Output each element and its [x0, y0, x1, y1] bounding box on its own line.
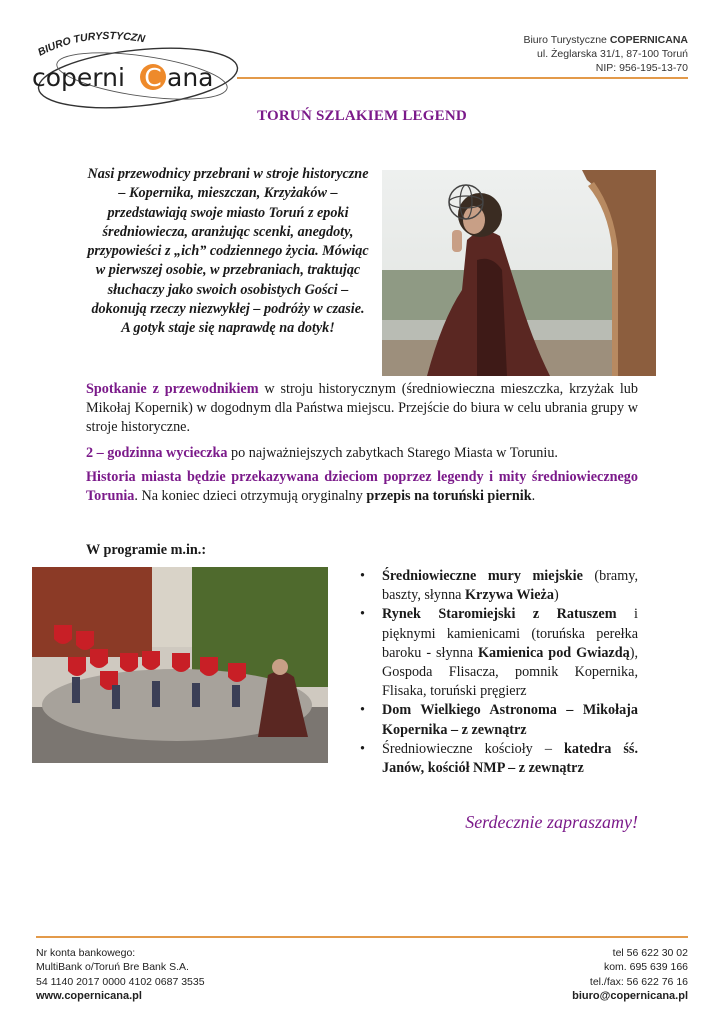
company-info — [523, 33, 688, 75]
logo-wordmark-c: C — [144, 63, 162, 92]
program-list — [360, 567, 638, 778]
header-rule — [237, 77, 688, 79]
paragraph-meeting: Spotkanie z przewodnikiem w stroju historycznym (średniowieczna mieszczka, krzyżak lub Mikołaj Kopernik) w dogodnym dla Państwa miejscu. Przejście do biura w celu ubrania grupy w stroje historyczne. — [86, 381, 638, 436]
intro-text: Nasi przewodnicy przebrani w stroje historyczne – Kopernika, mieszczan, Krzyżaków – przedstawiają swoje miasto Toruń z epoki średniowiecza, aranżując scenki, anegdoty, przypowieści z „ich” codziennego życia. Mówiąc w pierwszej osobie, w przebraniach, traktując słuchaczy jako swoich osobistych Gości – dokonują rzeczy niezwykłej – podróży w czasie. A gotyk staje się naprawdę na dotyk! — [87, 166, 369, 337]
bank-account: 54 1140 2017 0000 4102 0687 3535 — [36, 975, 205, 988]
bank-label: Nr konta bankowego: — [36, 947, 136, 959]
invitation-text: Serdecznie zapraszamy! — [465, 812, 638, 832]
company-nip: NIP: 956-195-13-70 — [595, 62, 688, 74]
group-photo — [32, 567, 328, 763]
paragraph-history: Historia miasta będzie przekazywana dzieciom poprzez legendy i mity średniowiecznego Torunia. Na koniec dzieci otrzymują oryginalny przepis na toruński piernik. — [86, 469, 638, 505]
company-logo — [30, 28, 240, 113]
page-title: TORUŃ SZLAKIEM LEGEND — [257, 108, 467, 124]
logo-wordmark-right: ana — [167, 63, 214, 92]
phone: tel 56 622 30 02 — [612, 947, 688, 959]
group-photo-image — [32, 567, 328, 763]
bullet-icon: • — [360, 740, 365, 757]
bullet-icon: • — [360, 702, 365, 719]
paragraph-tour: 2 – godzinna wycieczka po najważniejszych zabytkach Starego Miasta w Toruniu. — [86, 445, 558, 461]
company-address: ul. Żeglarska 31/1, 87-100 Toruń — [537, 48, 688, 60]
website-link[interactable]: www.copernicana.pl — [36, 990, 142, 1003]
paragraph-tour-lead: 2 – godzinna wycieczka — [86, 445, 228, 461]
email-link[interactable]: biuro@copernicana.pl — [572, 990, 688, 1003]
bullet-icon: • — [360, 568, 365, 584]
company-name: Biuro Turystyczne COPERNICANA — [523, 34, 688, 46]
guide-photo-image — [382, 170, 656, 376]
list-item: • Średniowieczne kościoły – katedra śś. Janów, kościół NMP – z zewnątrz — [360, 740, 638, 777]
fax: tel./fax: 56 622 76 16 — [589, 975, 688, 988]
guide-photo — [382, 170, 656, 376]
logo-arc-text: BIURO TURYSTYCZN — [35, 30, 146, 59]
logo-wordmark-left: coperni — [32, 63, 125, 92]
footer-contact — [572, 946, 688, 1004]
paragraph-meeting-lead: Spotkanie z przewodnikiem — [86, 381, 259, 397]
mobile: kom. 695 639 166 — [603, 961, 688, 974]
list-item: • Dom Wielkiego Astronoma – Mikołaja Kopernika – z zewnątrz — [360, 702, 638, 738]
paragraph-history-lead: Historia miasta będzie przekazywana dzieciom poprzez legendy i mity średniowiecznego Torunia — [86, 469, 638, 505]
footer-rule — [36, 936, 688, 938]
logo-graphic — [30, 28, 240, 113]
list-item: • Średniowieczne mury miejskie (bramy, baszty, słynna Krzywa Wieża) — [360, 568, 638, 604]
list-item: • Rynek Staromiejski z Ratuszem i pięknymi kamienicami (toruńska perełka baroku - słynna Kamienica pod Gwiazdą), Gospoda Flisacza, pomnik Kopernika, Flisaka, toruński pręgierz — [360, 606, 638, 700]
footer-bank-info — [36, 946, 205, 1004]
bank-name: MultiBank o/Toruń Bre Bank S.A. — [36, 961, 189, 974]
program-heading: W programie m.in.: — [86, 542, 207, 558]
bullet-icon: • — [360, 606, 365, 623]
